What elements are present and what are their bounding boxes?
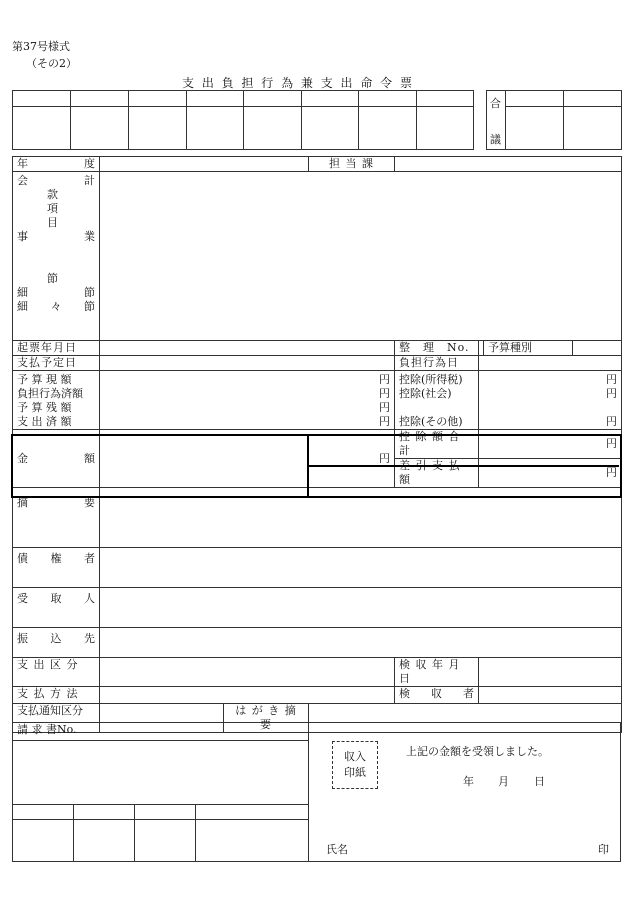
form-number: 第37号様式	[12, 40, 70, 53]
seal-label: 印	[598, 843, 609, 856]
label-nendo: 年 度	[13, 157, 100, 172]
approval-cell[interactable]	[129, 107, 187, 150]
approval-cell[interactable]	[302, 107, 359, 150]
field-kingaku[interactable]: 円	[100, 430, 395, 488]
field-nendo[interactable]	[100, 157, 309, 172]
field-account[interactable]	[100, 172, 622, 341]
label-tanto-ka: 担 当 課	[309, 157, 395, 172]
amount-row-divider	[307, 465, 619, 467]
field-kojo-gokei[interactable]: 円	[479, 430, 622, 459]
receipt-area	[308, 722, 621, 862]
label-uketorinin: 受 取 人	[13, 588, 100, 628]
approval-cell[interactable]	[129, 91, 187, 107]
invoice-cell[interactable]	[13, 820, 74, 862]
label-deduction-block: 控除(所得税) 控除(社会) 控除(その他)	[395, 371, 479, 430]
label-furikomisaki: 振 込 先	[13, 628, 100, 658]
receipt-month: 月	[498, 775, 509, 788]
label-kenshu-date: 検 収 年 月 日	[395, 658, 479, 687]
field-saikensha[interactable]	[100, 548, 622, 588]
field-shiharai-yotei[interactable]	[100, 356, 395, 371]
main-form	[12, 156, 622, 733]
approval-cell[interactable]	[244, 91, 302, 107]
approval-cell[interactable]	[359, 91, 417, 107]
field-tanto-ka[interactable]	[395, 157, 622, 172]
invoice-cell[interactable]	[135, 820, 196, 862]
field-seikyusho-no[interactable]	[13, 741, 309, 805]
approval-cell[interactable]	[71, 91, 129, 107]
name-label: 氏名	[326, 843, 348, 856]
invoice-cell[interactable]	[135, 805, 196, 820]
field-furikomisaki[interactable]	[100, 628, 622, 658]
label-hagaki-tekiyo: は が き 摘 要	[224, 704, 309, 733]
approval-grid	[12, 90, 474, 150]
approval-cell[interactable]	[244, 107, 302, 150]
field-budget-amounts[interactable]: 円 円 円 円	[100, 371, 395, 430]
label-kingaku: 金 額	[13, 430, 100, 488]
consultation-label-bottom: 議	[490, 133, 501, 146]
receipt-year: 年	[463, 775, 474, 788]
label-budget-block: 予 算 現 額 負担行為済額 予 算 残 額 支 出 済 額	[13, 371, 100, 430]
label-seiri-no: 整 理 No.	[395, 341, 479, 356]
field-kihyo-date[interactable]	[100, 341, 395, 356]
receipt-message: 上記の金額を受領しました。	[406, 745, 549, 758]
approval-cell[interactable]	[13, 91, 71, 107]
field-sashihiki[interactable]: 円	[479, 459, 622, 488]
consultation-cell[interactable]	[564, 91, 622, 107]
label-seikyusho-no: 請 求 書No.	[13, 723, 309, 741]
consultation-label-top: 合	[490, 97, 501, 110]
label-shiharai-hoho: 支 払 方 法	[13, 687, 100, 704]
field-kenshu-date[interactable]	[479, 658, 622, 687]
approval-cell[interactable]	[417, 91, 474, 107]
invoice-cell[interactable]	[196, 805, 309, 820]
invoice-grid	[12, 722, 309, 862]
consultation-cell[interactable]	[564, 107, 622, 150]
field-kenshusha[interactable]	[479, 687, 622, 704]
approval-cell[interactable]	[302, 91, 359, 107]
field-deduction-amounts[interactable]: 円 円 円	[479, 371, 622, 430]
approval-cell[interactable]	[71, 107, 129, 150]
label-kihyo-date: 起票年月日	[13, 341, 100, 356]
revenue-stamp-box[interactable]: 収入 印紙	[332, 741, 378, 789]
field-tekiyo[interactable]	[100, 488, 622, 548]
approval-cell[interactable]	[417, 107, 474, 150]
field-futan-koui[interactable]	[479, 356, 622, 371]
approval-cell[interactable]	[187, 91, 244, 107]
consultation-cell[interactable]	[506, 91, 564, 107]
receipt-day: 日	[534, 775, 545, 788]
field-uketorinin[interactable]	[100, 588, 622, 628]
form-variant: （その2）	[26, 57, 77, 70]
label-tekiyo: 摘 要	[13, 488, 100, 548]
invoice-cell[interactable]	[13, 805, 74, 820]
form-title: 支 出 負 担 行 為 兼 支 出 命 令 票	[182, 76, 414, 90]
label-shiharai-yotei: 支払予定日	[13, 356, 100, 371]
approval-cell[interactable]	[187, 107, 244, 150]
invoice-cell[interactable]	[74, 820, 135, 862]
label-kojo-gokei: 控 除 額 合 計	[395, 430, 479, 459]
label-kenshusha: 検 収 者	[395, 687, 479, 704]
consultation-grid	[486, 90, 622, 150]
label-account-block: 会 計 款 項 目 事 業 節 細 節 細 々 節	[13, 172, 100, 341]
field-shishutsu-kubun[interactable]	[100, 658, 395, 687]
budget-type-cell: 予算種別	[573, 341, 622, 356]
label-sashihiki: 差 引 支 払 額	[395, 459, 479, 488]
label-saikensha: 債 権 者	[13, 548, 100, 588]
invoice-cell[interactable]	[196, 820, 309, 862]
invoice-cell[interactable]	[74, 805, 135, 820]
label-shishutsu-kubun: 支 出 区 分	[13, 658, 100, 687]
label-tsuchi-kubun: 支払通知区分	[13, 704, 100, 733]
consultation-cell[interactable]	[506, 107, 564, 150]
label-futan-koui: 負担行為日	[395, 356, 479, 371]
approval-cell[interactable]	[13, 107, 71, 150]
approval-cell[interactable]	[359, 107, 417, 150]
field-shiharai-hoho[interactable]	[100, 687, 395, 704]
